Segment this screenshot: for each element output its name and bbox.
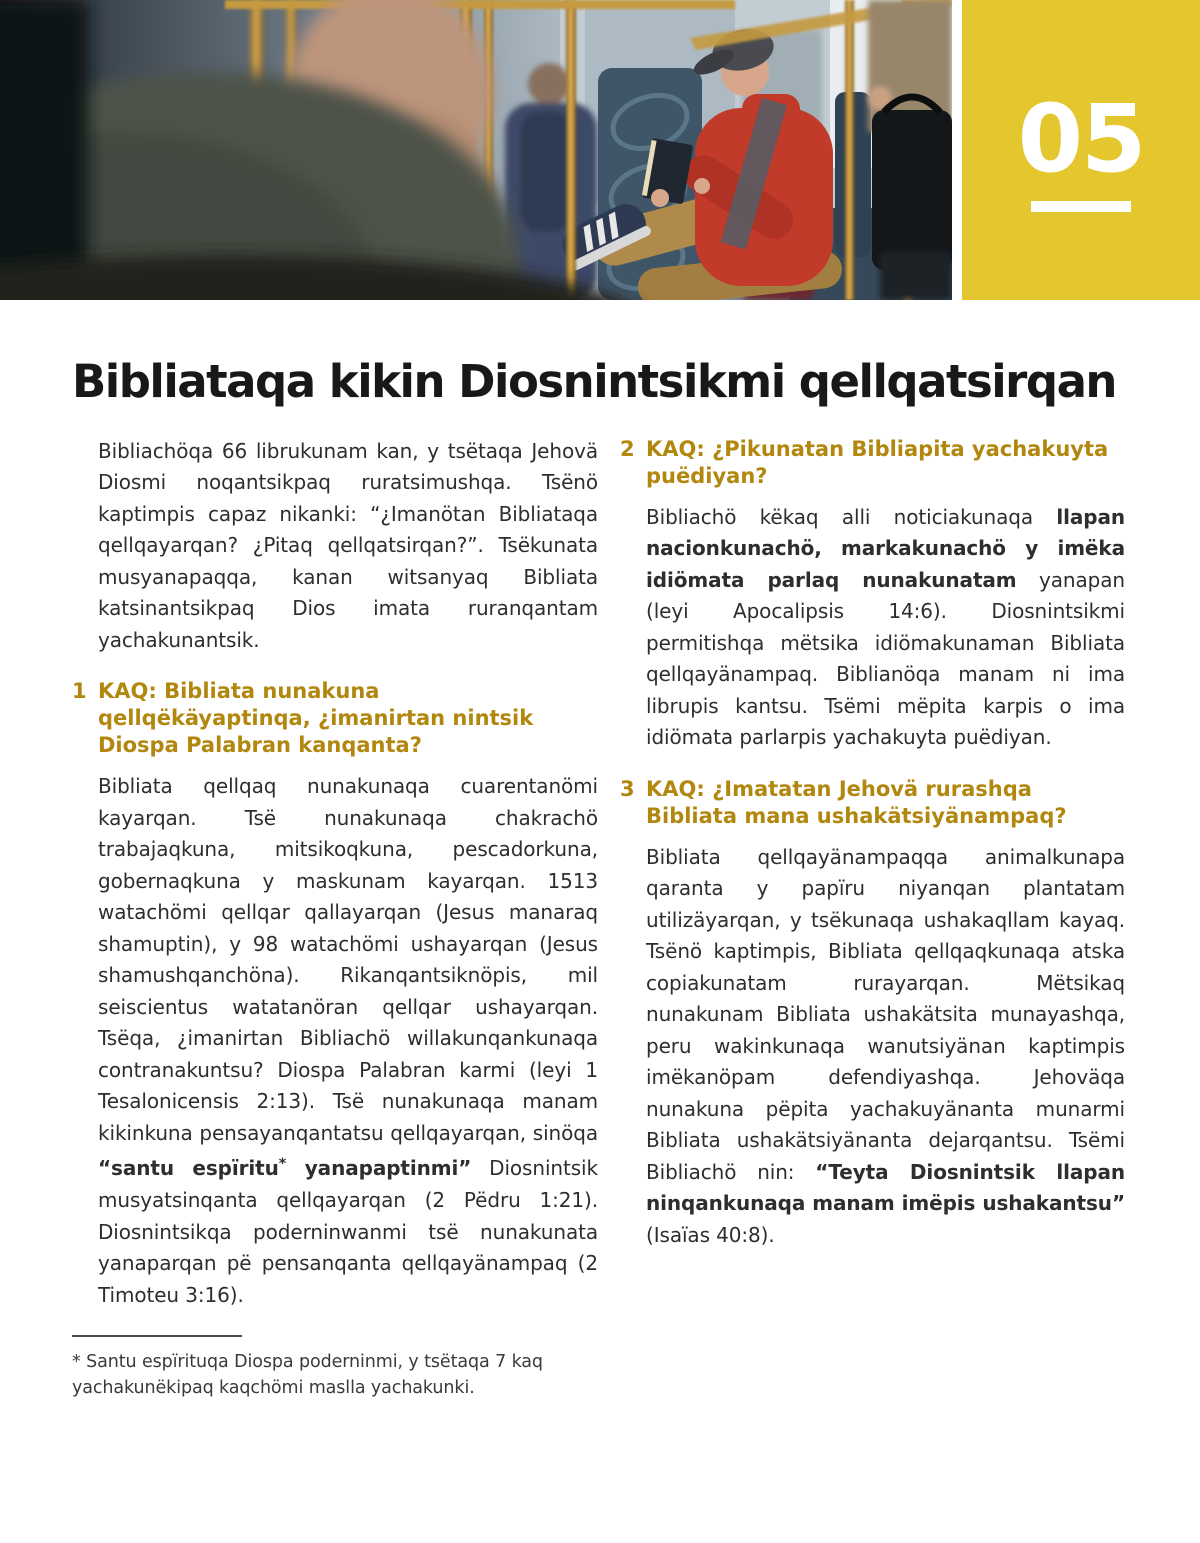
question-1-number: 1 xyxy=(72,679,87,704)
answer-1-paragraph xyxy=(72,771,598,1311)
question-1-heading xyxy=(72,678,598,759)
emphasized-text: yanapaptinmi” xyxy=(286,1156,472,1181)
chapter-number: 05 xyxy=(1017,84,1145,194)
question-2-text: KAQ: ¿Pikunatan Bibliapita yachakuyta puëdiyan? xyxy=(646,436,1109,488)
footnote-rule xyxy=(72,1335,242,1337)
question-2-number: 2 xyxy=(620,436,635,461)
photo-gold-pole xyxy=(566,0,576,300)
emphasized-text: * xyxy=(278,1156,287,1173)
footnote-body: Santu espïrituqa Diospa poderninmi, y tsëtaqa 7 kaq yachakunëkipaq kaqchömi maslla yachakunki. xyxy=(72,1352,543,1399)
column-left xyxy=(72,436,598,1401)
photo-reading-man-hand xyxy=(694,178,710,194)
text-segment: Bibliata qellqayänampaqqa animalkunapa qaranta y papïru niyanqan plantatam utilizäyarqan, y tsëkunaqa ushakaqllam kayaq. Tsënö kaptimpis, Bibliata qellqaqkunaqa atska copiakunatam rurayarqan. Mëtsikaq nunakunam Bibliata ushakätsita munayashqa, peru wakinkunaqa wanutsiyänan kaptimpis imëkanöpam defendiyashqa. Jehoväqa nunakuna pëpita yachakuyänanta munarmi Bibliata ushakätsiyänanta dejarqantsu. Tsëmi Bibliachö nin: xyxy=(646,844,1125,1184)
main-content xyxy=(72,300,1125,1401)
photo-black-bag xyxy=(872,110,952,270)
photo-reading-man-hand xyxy=(651,189,669,207)
footnote-text xyxy=(72,1349,598,1401)
chapter-number-block xyxy=(962,0,1200,300)
question-3-text: KAQ: ¿Imatatan Jehovä rurashqa Bibliata mana ushakätsiyänampaq? xyxy=(646,776,1067,828)
footnote xyxy=(72,1335,598,1401)
photo-gold-pole xyxy=(845,0,854,300)
text-segment: Bibliachö këkaq alli noticiakunaqa xyxy=(646,504,1057,529)
bus-photo xyxy=(0,0,952,300)
question-1-text: KAQ: Bibliata nunakuna qellqëkäyaptinqa, ¿imanirtan nintsik Diospa Palabran kanqanta? xyxy=(98,679,534,758)
page-title: Bibliataqa kikin Diosnintsikmi qellqatsirqan xyxy=(72,355,1116,408)
text-segment: Diosnintsik musyatsinqanta qellqayarqan (2 Pëdru 1:21). Diosnintsikqa poderninwanmi tsë nunakunata yanaparqan pë pensanqanta qellqayänampaq (2 Timoteu 3:16). xyxy=(98,1156,598,1307)
photo-gold-rail-horizontal xyxy=(225,0,735,9)
photo-passenger-legs xyxy=(880,252,952,300)
bus-photo-illustration xyxy=(0,0,952,300)
question-3-number: 3 xyxy=(620,776,635,801)
emphasized-text: “Teyta Diosnintsik llapan ninqankunaqa manam imëpis ushakantsu” xyxy=(646,1159,1125,1216)
photo-passenger-blue-vest xyxy=(520,112,572,232)
question-2-heading xyxy=(620,436,1125,490)
text-segment: Bibliata qellqaq nunakunaqa cuarentanömi kayarqan. Tsë nunakunaqa chakrachö trabajaqkuna, mitsikoqkuna, pescadorkuna, gobernaqkuna y maskunam kayarqan. 1513 watachömi qellqar qallayarqan (Jesus manaraq shamuptin), y 98 watachömi ushayarqan (Jesus shamushqanchöna). Rikanqantsiknöpis, mil seiscientus watatanöran qellqar ushayarqan. Tsëqa, ¿imanirtan Bibliachö willakunqankunaqa contranakuntsu? Diospa Palabran karmi (leyi 1 Tesalonicensis 2:13). Tsë nunakunaqa manam kikinkuna pensayanqantatsu qellqayarqan, sinöqa xyxy=(98,774,598,1145)
photo-passenger-standing xyxy=(868,0,952,300)
photo-foreground-dark-strip xyxy=(0,0,88,300)
intro-paragraph: Bibliachöqa 66 librukunam kan, y tsëtaqa Jehovä Diosmi noqantsikpaq ruratsimushqa. Tsënö kaptimpis capaz nikanki: “¿Imanötan Bibliataqa qellqayarqan? ¿Pitaq qellqatsirqan?”. Tsëkunata musyanapaqqa, kanan witsanyaq Bibliata katsinantsikpaq Dios imata ruranqantam yachakunantsik. xyxy=(98,438,598,652)
photo-passenger-blue-head xyxy=(528,63,570,105)
page-header xyxy=(0,0,1200,300)
footnote-marker: * xyxy=(72,1352,81,1373)
text-columns xyxy=(72,436,1125,1401)
emphasized-text: llapan nacionkunachö, markakunachö y imëka idiömata parlaq nunakunatam xyxy=(646,504,1125,592)
emphasized-text: “santu espïritu xyxy=(98,1156,279,1181)
column-right xyxy=(620,436,1125,1401)
answer-3-paragraph xyxy=(620,842,1125,1252)
question-3-heading xyxy=(620,776,1125,830)
chapter-underline xyxy=(1031,201,1131,212)
text-segment: (Isaïas 40:8). xyxy=(646,1222,775,1247)
text-segment: yanapan (leyi Apocalipsis 14:6). Diosnintsikmi permitishqa mëtsika idiömakunaman Bibliata qellqayänampaq. Biblianöqa manam ni ima librupis kantsu. Tsëmi mëpita karpis o ima idiömata parlarpis yachakuyta puëdiyan. xyxy=(646,567,1125,750)
answer-2-paragraph xyxy=(620,502,1125,754)
